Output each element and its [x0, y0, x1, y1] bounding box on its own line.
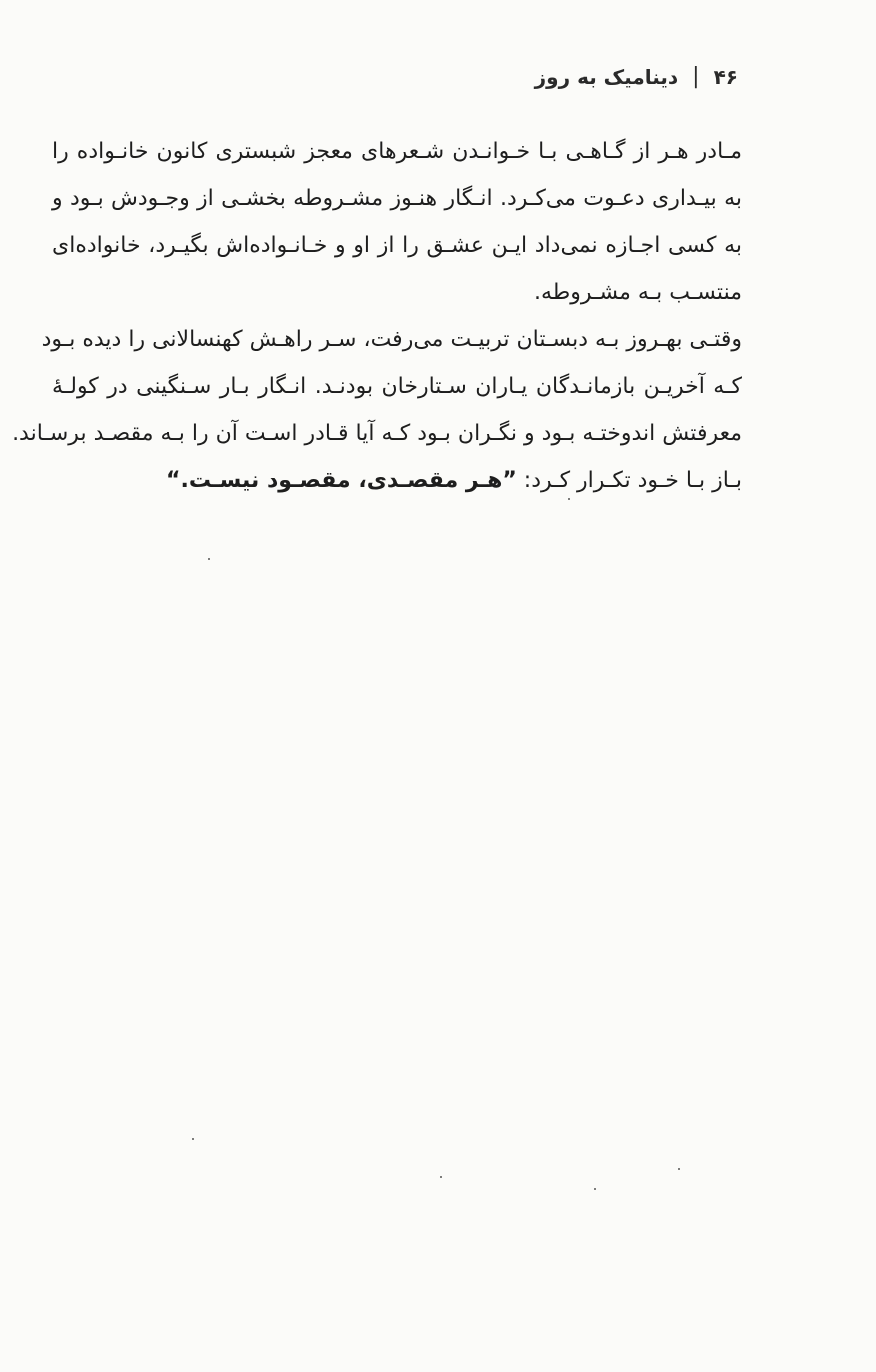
closing-quote: ”هـر مقصـدی، مقصـود نیسـت.“	[166, 468, 517, 493]
text-line: به بیـداری دعـوت می‌کـرد. انـگار هنـوز مشـروطه بخشـی از وجـودش بـود و	[52, 186, 742, 211]
paper-speck	[594, 1188, 596, 1190]
text-line: منتسـب بـه مشـروطه.	[533, 280, 742, 305]
text-line: وقتـی بهـروز بـه دبسـتان تربیـت می‌رفت، سـر راهـش کهنسالانی را دیده بـود	[41, 327, 742, 352]
page-number: ۴۶	[713, 64, 738, 89]
paper-speck	[568, 498, 570, 500]
paper-speck	[192, 1138, 194, 1140]
running-header	[535, 64, 738, 89]
paper-speck	[208, 558, 210, 560]
text-line: به کسی اجـازه نمی‌داد ایـن عشـق را از او و خـانـواده‌اش بگیـرد، خانواده‌ای	[52, 233, 742, 258]
paper-speck	[440, 1176, 442, 1178]
book-title: دینامیک به روز	[534, 64, 679, 89]
body-text	[12, 128, 742, 504]
text-line: معرفتش اندوختـه بـود و نگـران بـود کـه آیا قـادر اسـت آن را بـه مقصـد برسـاند.	[12, 421, 742, 446]
paper-speck	[678, 1168, 680, 1170]
closing-prefix: بـاز بـا خـود تکـرار کـرد:	[516, 468, 742, 493]
header-separator: |	[692, 64, 700, 89]
text-line: کـه آخریـن بازمانـدگان یـاران سـتارخان بودنـد. انـگار بـار سـنگینی در کولـهٔ	[52, 374, 742, 399]
paragraph-2	[12, 316, 742, 504]
text-line: مـادر هـر از گـاهـی بـا خـوانـدن شـعرهای معجز شبستری کانون خانـواده را	[52, 139, 742, 164]
text-line-closing	[52, 457, 742, 504]
paragraph-1	[52, 128, 742, 316]
